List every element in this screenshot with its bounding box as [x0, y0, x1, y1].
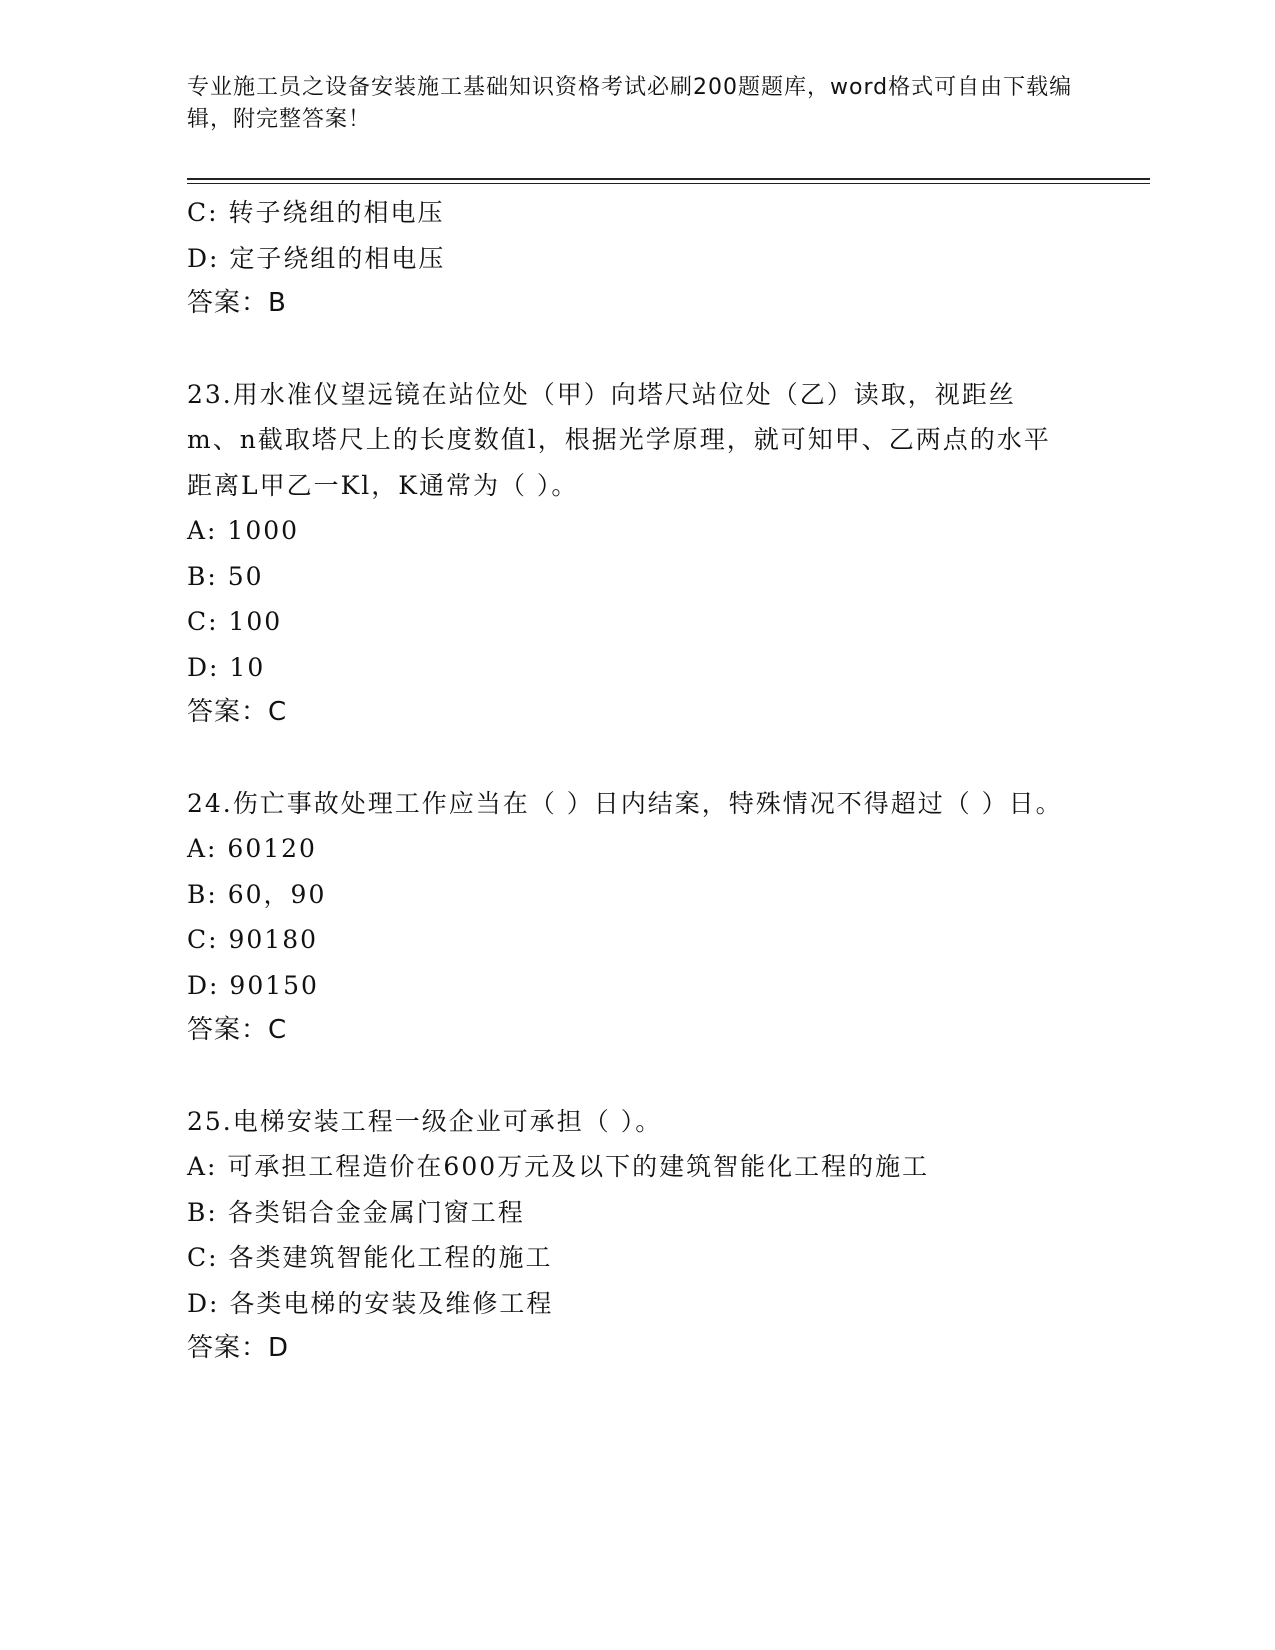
option-a: A: 1000: [187, 516, 300, 545]
option-d: D: 10: [187, 652, 266, 682]
option-c: C: 100: [187, 607, 283, 636]
question-stem: 24.伤亡事故处理工作应当在（ ）日内结案，特殊情况不得超过（ ）日。: [187, 788, 1063, 818]
option-b: B: 60，90: [187, 879, 327, 909]
answer-line: 答案：D: [187, 1333, 290, 1363]
option-c: C: 90180: [187, 925, 319, 954]
spacer: [187, 1054, 1067, 1099]
header-divider-thin: [187, 183, 1150, 184]
option-c: C: 各类建筑智能化工程的施工: [187, 1243, 553, 1272]
header-divider-thick: [187, 178, 1150, 180]
option-a: A: 60120: [187, 834, 317, 863]
question-content: [187, 190, 1067, 1372]
question-24: [187, 781, 1067, 1054]
answer-line: 答案：B: [187, 288, 287, 318]
question-stem: 23.用水准仪望远镜在站位处（甲）向塔尺站位处（乙）读取，视距丝m、n截取塔尺上的长度数值l，根据光学原理，就可知甲、乙两点的水平距离L甲乙一Kl，K通常为（ ）。: [187, 379, 1051, 500]
option-d: D: 各类电梯的安装及维修工程: [187, 1288, 554, 1318]
option-b: B: 各类铝合金金属门窗工程: [187, 1197, 525, 1227]
answer-line: 答案：C: [187, 1015, 288, 1045]
question-stem: 25.电梯安装工程一级企业可承担（ ）。: [187, 1106, 663, 1136]
document-header: 专业施工员之设备安装施工基础知识资格考试必刷200题题库，word格式可自由下载编辑，附完整答案！: [187, 75, 1073, 132]
spacer: [187, 736, 1067, 781]
option-c: C: 转子绕组的相电压: [187, 198, 445, 227]
question-25: [187, 1099, 1067, 1372]
spacer: [187, 327, 1067, 372]
answer-line: 答案：C: [187, 697, 288, 727]
question-22-tail: [187, 190, 1067, 327]
option-a: A: 可承担工程造价在600万元及以下的建筑智能化工程的施工: [187, 1152, 930, 1181]
option-b: B: 50: [187, 561, 264, 591]
question-23: [187, 372, 1067, 736]
option-d: D: 定子绕组的相电压: [187, 243, 446, 273]
option-d: D: 90150: [187, 970, 319, 1000]
